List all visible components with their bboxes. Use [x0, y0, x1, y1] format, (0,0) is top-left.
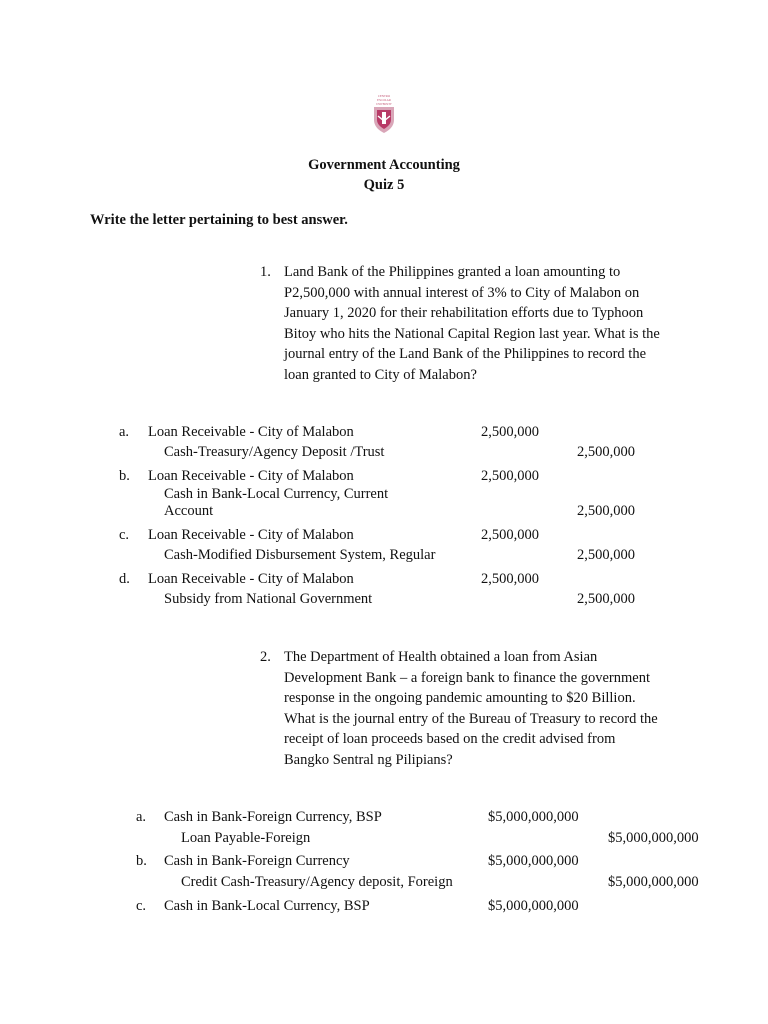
question-1-text: Land Bank of the Philippines granted a loan amounting to P2,500,000 with annual interest of 3% to City of Malabon on January 1, 2020 for their rehabilitation efforts due to Typhoon Bitoy who hits the National Capital Region last year. What is the journal entry of the Land Bank of the Philippines to record the loan granted to City of Malabon? [284, 264, 660, 383]
debit-account: Cash in Bank-Foreign Currency, BSP [164, 809, 382, 825]
svg-text:ESCOLAR: ESCOLAR [377, 98, 391, 102]
credit-account: Credit Cash-Treasury/Agency deposit, Foreign [181, 874, 453, 890]
university-logo [368, 92, 400, 136]
option-letter: d. [119, 571, 130, 587]
credit-account: Cash-Modified Disbursement System, Regular [164, 547, 436, 563]
credit-amount: $5,000,000,000 [608, 830, 699, 846]
debit-amount: $5,000,000,000 [488, 853, 579, 869]
credit-account: Subsidy from National Government [164, 591, 373, 607]
debit-amount: $5,000,000,000 [488, 809, 579, 825]
option-letter: c. [119, 527, 130, 543]
instructions: Write the letter pertaining to best answer. [90, 212, 348, 228]
credit-amount: 2,500,000 [577, 444, 635, 460]
credit-account: Cash-Treasury/Agency Deposit /Trust [164, 444, 385, 460]
question-2-text: The Department of Health obtained a loan from Asian Development Bank – a foreign bank to finance the government response in the ongoing pandemic amounting to $20 Billion. What is the journal entry of the Bureau of Treasury to record the receipt of loan proceeds based on the credit advised from Bangko Sentral ng Pilipians? [284, 649, 658, 768]
credit-amount: $5,000,000,000 [608, 874, 699, 890]
debit-account: Cash in Bank-Foreign Currency [164, 853, 350, 869]
option-letter: a. [119, 424, 130, 440]
question-1-number: 1. [260, 264, 271, 280]
option-letter: a. [136, 809, 147, 825]
debit-amount: 2,500,000 [481, 527, 539, 543]
option-letter: b. [119, 468, 130, 484]
debit-amount: $5,000,000,000 [488, 898, 579, 914]
credit-account-continued: Account [164, 503, 214, 519]
credit-account: Cash in Bank-Local Currency, Current [164, 486, 389, 502]
svg-text:UNIVERSITY: UNIVERSITY [376, 103, 392, 106]
quiz-number: Quiz 5 [363, 177, 405, 193]
document-title: Government Accounting [308, 157, 460, 173]
svg-text:CENTRO: CENTRO [378, 94, 390, 98]
option-letter: c. [136, 898, 147, 914]
option-letter: b. [136, 853, 147, 869]
debit-account: Loan Receivable - City of Malabon [148, 468, 354, 484]
debit-amount: 2,500,000 [481, 571, 539, 587]
question-2-number: 2. [260, 649, 271, 665]
debit-amount: 2,500,000 [481, 468, 539, 484]
debit-amount: 2,500,000 [481, 424, 539, 440]
credit-account: Loan Payable-Foreign [181, 830, 311, 846]
debit-account: Cash in Bank-Local Currency, BSP [164, 898, 370, 914]
debit-account: Loan Receivable - City of Malabon [148, 424, 354, 440]
credit-amount: 2,500,000 [577, 591, 635, 607]
debit-account: Loan Receivable - City of Malabon [148, 527, 354, 543]
credit-amount: 2,500,000 [577, 503, 635, 519]
credit-amount: 2,500,000 [577, 547, 635, 563]
debit-account: Loan Receivable - City of Malabon [148, 571, 354, 587]
